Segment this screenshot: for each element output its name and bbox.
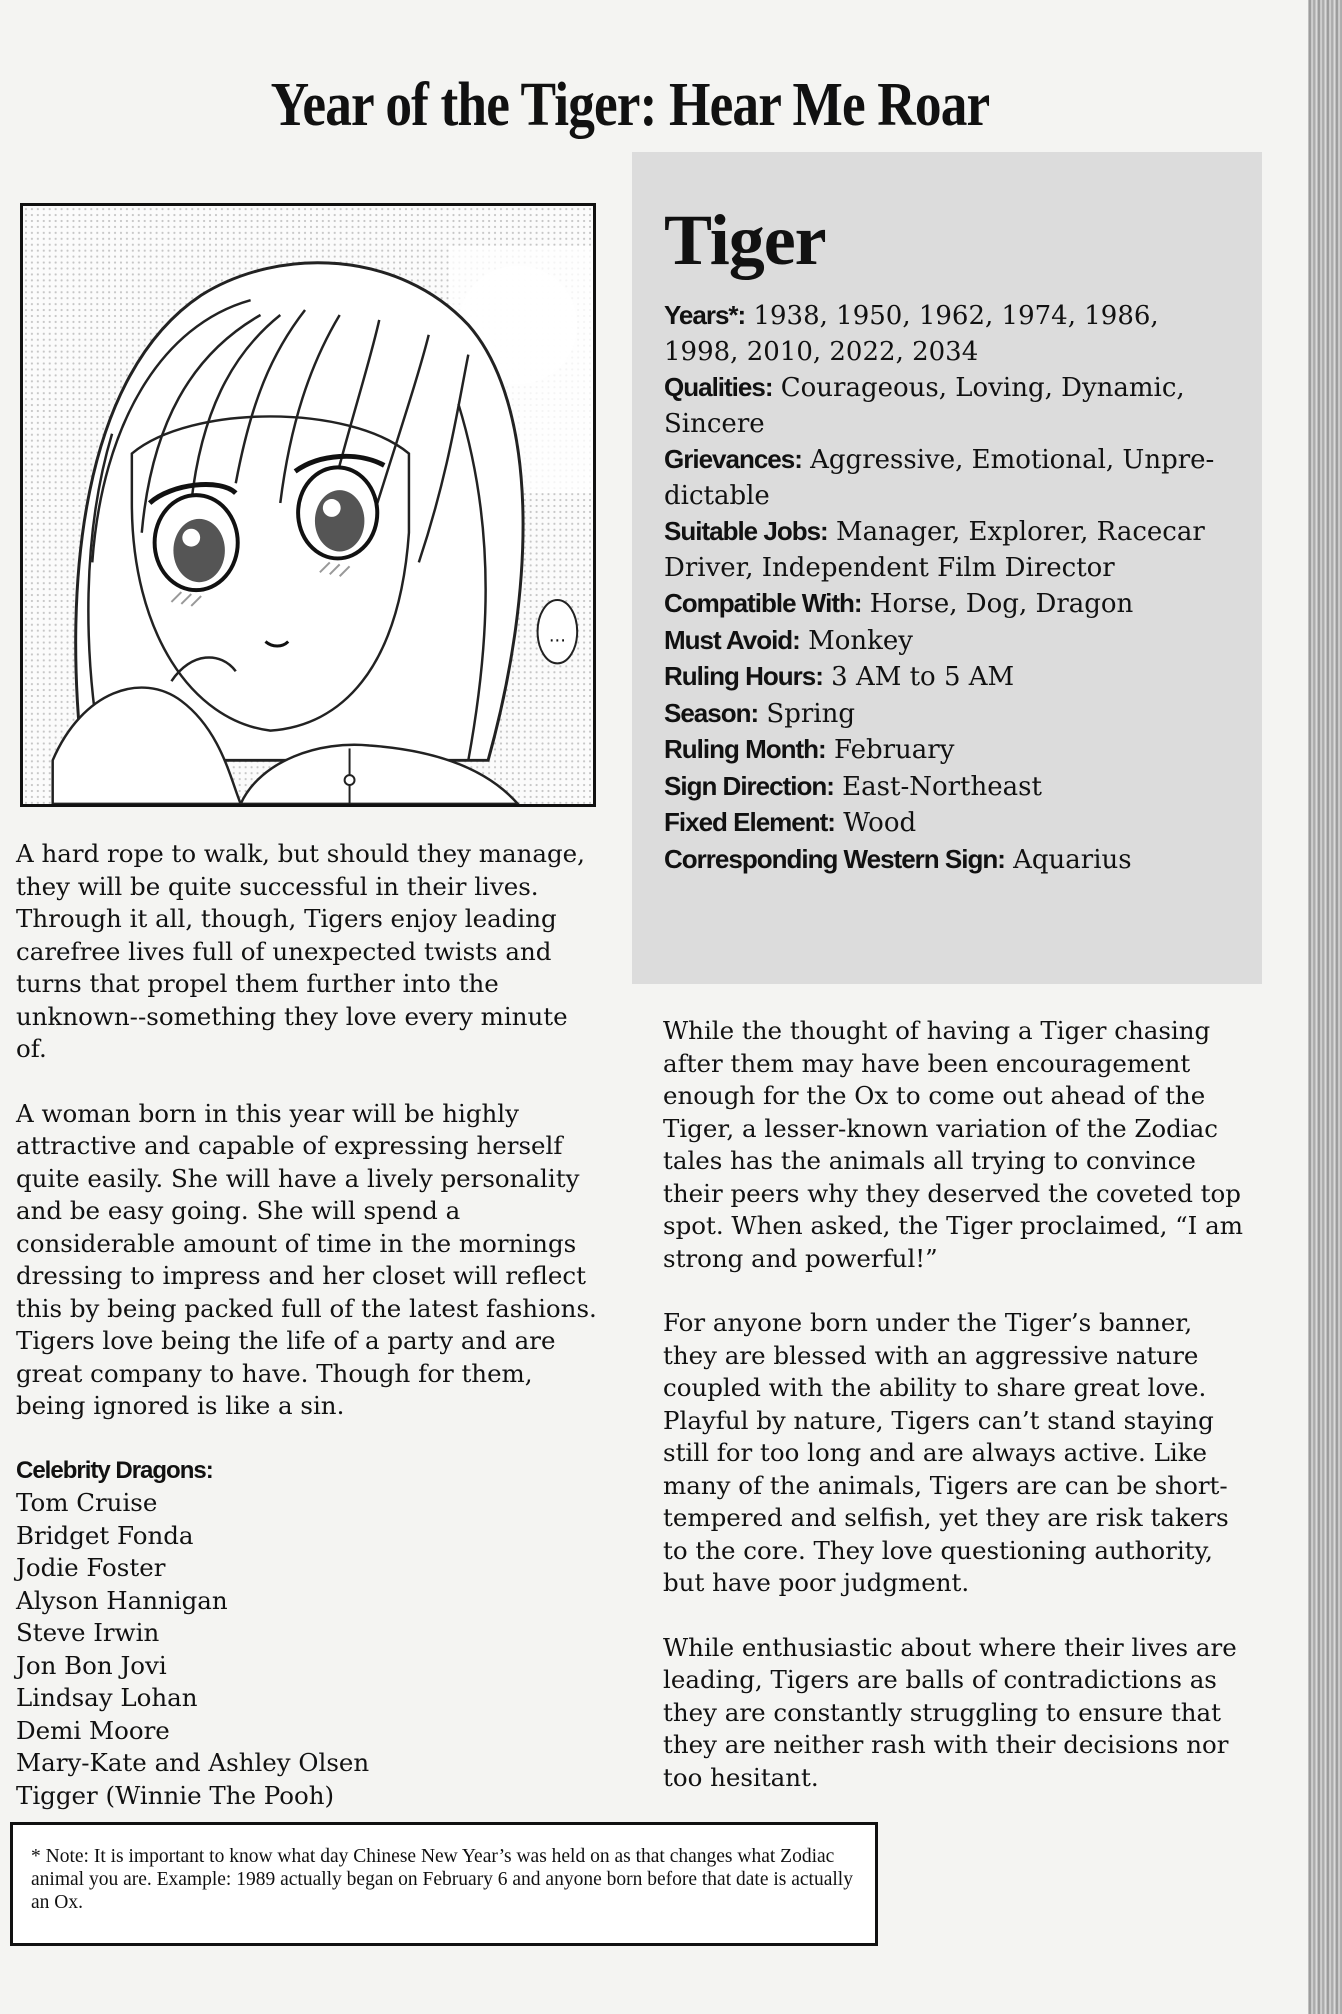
info-row-qualities xyxy=(664,370,1232,442)
book-page-edge xyxy=(1308,0,1342,2014)
info-label: Grievances: xyxy=(664,444,802,474)
sign-name: Tiger xyxy=(664,200,826,280)
celebrity-item: Demi Moore xyxy=(16,1715,170,1745)
info-value: Wood xyxy=(834,808,917,838)
info-label: Years*: xyxy=(664,300,746,330)
info-row-western-sign xyxy=(664,842,1232,879)
info-row-ruling-hours xyxy=(664,659,1232,696)
info-row-must-avoid xyxy=(664,623,1232,660)
info-value: Aggressive, Emotional, Unpre-dictable xyxy=(664,445,1215,511)
body-paragraph: A woman born in this year will be highly attractive and capable of expressing herself quite easily. She will have a lively personality and be easy going. She will spend a considerable amount of time in the mornings dressing to impress and her closet will reflect this by being packed full of the latest fashions. Tigers love being the life of a party and are great company to have. Though for them, being ignored is like a sin. xyxy=(16,1098,597,1420)
info-label: Compatible With: xyxy=(664,588,862,618)
info-label: Must Avoid: xyxy=(664,624,800,655)
info-value: 1938, 1950, 1962, 1974, 1986, 1998, 2010, 2022, 2034 xyxy=(664,301,1159,367)
info-value: Courageous, Loving, Dynamic, Sincere xyxy=(664,373,1185,439)
footnote-box xyxy=(10,1822,878,1946)
body-paragraph: While the thought of having a Tiger chasing after them may have been encouragement enough for the Ox to come out ahead of the Tiger, a lesser-known variation of the Zodiac tales has the animals all trying to convince their peers why they deserved the coveted top spot. When asked, the Tiger proclaimed, “I am strong and powerful!” xyxy=(663,1016,1243,1273)
info-label: Fixed Element: xyxy=(664,807,835,837)
info-value: Monkey xyxy=(799,625,913,656)
info-row-season xyxy=(664,696,1232,733)
celebrity-item: Mary-Kate and Ashley Olsen xyxy=(16,1748,370,1777)
info-label: Ruling Hours: xyxy=(664,661,823,691)
manga-illustration xyxy=(20,203,596,807)
info-row-compatible-with xyxy=(664,586,1232,623)
page-title: Year of the Tiger: Hear Me Roar xyxy=(270,70,990,139)
info-label: Corresponding Western Sign: xyxy=(664,843,1005,874)
info-value: Spring xyxy=(758,698,856,729)
info-row-sign-direction xyxy=(664,769,1232,806)
right-column xyxy=(663,1015,1248,1826)
info-row-grievances xyxy=(664,442,1232,514)
celebrity-item: Alyson Hannigan xyxy=(16,1585,228,1615)
left-column xyxy=(16,838,604,1812)
info-label: Season: xyxy=(664,697,759,728)
info-value: February xyxy=(825,735,955,765)
body-paragraph: For anyone born under the Tiger’s banner, they are blessed with an aggressive nature coupled with the ability to share great love. Playful by nature, Tigers can’t stand staying still for too long and are always active. Like many of the animals, Tigers are can be short-tempered and selfish, yet they are risk takers to the core. They love questioning authority, but have poor judgment. xyxy=(663,1308,1229,1597)
info-value: 3 AM to 5 AM xyxy=(822,662,1015,692)
info-row-fixed-element xyxy=(664,805,1232,842)
info-value: Aquarius xyxy=(1004,844,1132,875)
body-paragraph: While enthusiastic about where their lives are leading, Tigers are balls of contradictions as they are constantly struggling to ensure that they are neither rash with their decisions nor too hesitant. xyxy=(663,1632,1237,1792)
celebrity-item: Steve Irwin xyxy=(16,1618,160,1647)
celebrity-item: Tigger (Winnie The Pooh) xyxy=(16,1780,335,1810)
celebrity-item: Jon Bon Jovi xyxy=(16,1650,167,1680)
info-label: Qualities: xyxy=(664,372,773,402)
info-label: Suitable Jobs: xyxy=(664,516,828,546)
footnote-text: * Note: It is important to know what day Chinese New Year’s was held on as that changes what Zodiac animal you are. Example: 1989 actually began on February 6 and anyone born before that date is actually an Ox. xyxy=(31,1846,853,1913)
celebrity-list xyxy=(16,1487,604,1812)
info-label: Sign Direction: xyxy=(664,770,834,801)
info-row-suitable-jobs xyxy=(664,514,1232,586)
info-row-ruling-month xyxy=(664,732,1232,769)
celebrity-item: Bridget Fonda xyxy=(16,1520,194,1550)
celebrity-item: Lindsay Lohan xyxy=(16,1683,198,1712)
info-row-years xyxy=(664,298,1232,370)
tiger-info-box xyxy=(632,152,1262,984)
info-label: Ruling Month: xyxy=(664,734,826,764)
info-value: East-Northeast xyxy=(833,771,1042,802)
celebrity-heading: Celebrity Dragons: xyxy=(16,1456,213,1484)
body-paragraph: A hard rope to walk, but should they manage, they will be quite successful in their lives. Through it all, though, Tigers enjoy leading carefree lives full of unexpected twists and turns that propel them further into the unknown--something they love every minute of. xyxy=(16,839,585,1063)
celebrity-item: Jodie Foster xyxy=(16,1553,166,1582)
info-value: Manager, Explorer, Racecar Driver, Independent Film Director xyxy=(664,517,1205,583)
speech-bubble-text: ... xyxy=(548,625,566,647)
celebrity-item: Tom Cruise xyxy=(16,1488,158,1517)
info-value: Horse, Dog, Dragon xyxy=(861,589,1134,619)
